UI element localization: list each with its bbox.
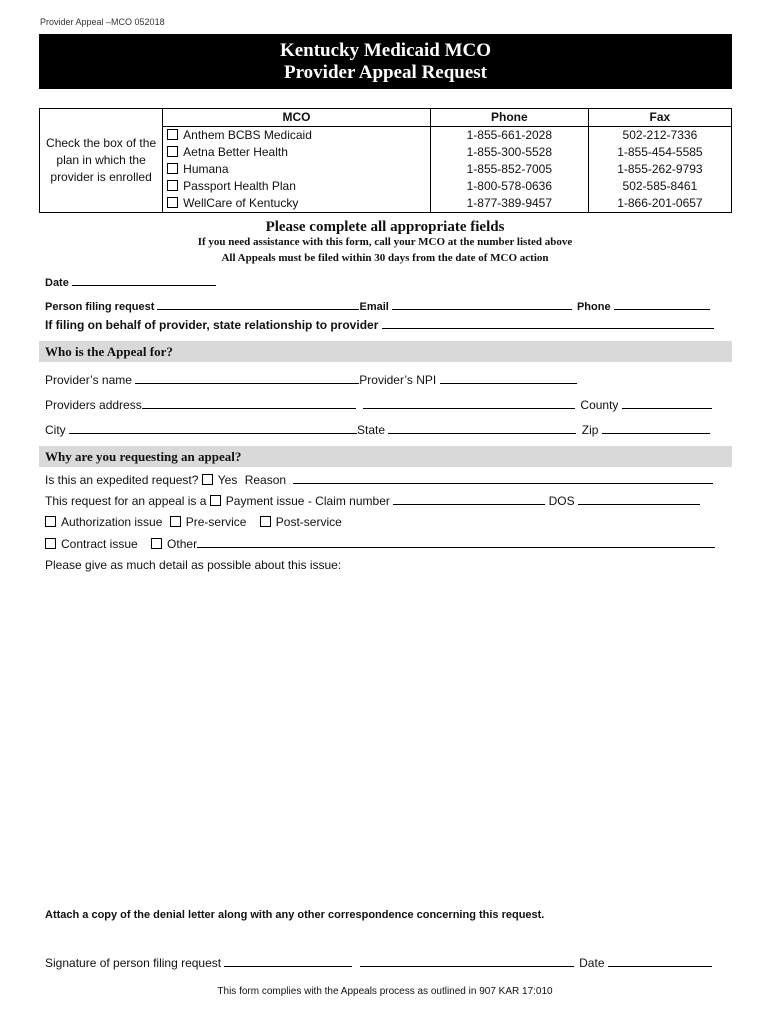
mco-name: Aetna Better Health — [183, 145, 288, 159]
relationship-input[interactable] — [382, 318, 714, 329]
mco-table — [39, 108, 732, 213]
person-filing-input[interactable] — [157, 299, 359, 310]
address-input-2[interactable] — [363, 398, 575, 409]
state-label: State — [357, 423, 386, 437]
mco-phone: 1-800-578-0636 — [430, 178, 588, 195]
pre-service-label: Pre-service — [185, 515, 247, 529]
on-behalf-row — [45, 318, 714, 332]
provider-address-row — [45, 398, 712, 412]
auth-row — [45, 515, 342, 529]
date-input[interactable] — [72, 275, 216, 286]
email-input[interactable] — [392, 299, 572, 310]
deadline-note: All Appeals must be filed within 30 days from the date of MCO action — [221, 252, 549, 264]
city-state-zip-row — [45, 423, 710, 437]
contract-issue-checkbox[interactable] — [45, 538, 56, 549]
detail-prompt: Please give as much detail as possible about this issue: — [45, 558, 342, 572]
contract-row — [45, 537, 715, 551]
provider-npi-label: Provider’s NPI — [359, 373, 437, 387]
provider-npi-input[interactable] — [440, 373, 577, 384]
mco-phone: 1-855-852-7005 — [430, 161, 588, 178]
fax-header: Fax — [588, 109, 731, 127]
anthem-checkbox[interactable] — [167, 129, 178, 140]
provider-name-row — [45, 373, 577, 387]
provider-name-label: Provider’s name — [45, 373, 132, 387]
reason-label: Reason — [244, 473, 287, 487]
person-filing-row — [45, 299, 710, 313]
provider-name-input[interactable] — [135, 373, 359, 384]
on-behalf-label: If filing on behalf of provider, state relationship to provider — [45, 318, 379, 332]
other-checkbox[interactable] — [151, 538, 162, 549]
mco-fax: 502-212-7336 — [588, 127, 731, 145]
claim-number-label: Claim number — [315, 494, 390, 508]
signature-label: Signature of person filing request — [45, 956, 222, 970]
request-type-row — [45, 494, 700, 508]
authorization-label: Authorization issue — [61, 515, 163, 529]
providers-address-label: Providers address — [45, 398, 142, 412]
expedited-row — [45, 473, 713, 487]
county-input[interactable] — [622, 398, 712, 409]
contract-issue-label: Contract issue — [61, 537, 138, 551]
expedited-label: Is this an expedited request? — [45, 473, 199, 487]
mco-fax: 502-585-8461 — [588, 178, 731, 195]
humana-checkbox[interactable] — [167, 163, 178, 174]
mco-name: Passport Health Plan — [183, 179, 296, 193]
check-plan-label: Check the box of the plan in which the provider is enrolled — [40, 109, 163, 213]
aetna-checkbox[interactable] — [167, 146, 178, 157]
city-label: City — [45, 423, 66, 437]
city-input[interactable] — [69, 423, 357, 434]
phone-input[interactable] — [614, 299, 710, 310]
mco-fax: 1-866-201-0657 — [588, 195, 731, 213]
email-label: Email — [359, 301, 389, 313]
payment-issue-label: Payment issue - — [225, 494, 312, 508]
mco-fax: 1-855-262-9793 — [588, 161, 731, 178]
mco-phone: 1-855-300-5528 — [430, 144, 588, 161]
signature-row — [45, 956, 712, 970]
other-input[interactable] — [197, 537, 715, 548]
address-input-1[interactable] — [142, 398, 356, 409]
yes-checkbox[interactable] — [202, 474, 213, 485]
mco-phone: 1-877-389-9457 — [430, 195, 588, 213]
authorization-checkbox[interactable] — [45, 516, 56, 527]
who-section-header: Who is the Appeal for? — [39, 341, 732, 362]
county-label: County — [580, 398, 619, 412]
other-label: Other — [167, 537, 198, 551]
post-service-label: Post-service — [275, 515, 342, 529]
claim-number-input[interactable] — [393, 494, 545, 505]
date-row — [45, 275, 216, 289]
phone-header: Phone — [430, 109, 588, 127]
yes-label: Yes — [217, 473, 238, 487]
reason-input[interactable] — [293, 473, 713, 484]
signature-date-input[interactable] — [608, 956, 712, 967]
dos-input[interactable] — [578, 494, 700, 505]
mco-phone: 1-855-661-2028 — [430, 127, 588, 145]
payment-issue-checkbox[interactable] — [210, 495, 221, 506]
phone-label: Phone — [576, 301, 611, 313]
why-section-header: Why are you requesting an appeal? — [39, 446, 732, 467]
passport-checkbox[interactable] — [167, 180, 178, 191]
signature-input[interactable] — [224, 956, 352, 967]
person-filing-label: Person filing request — [45, 301, 155, 313]
pre-service-checkbox[interactable] — [170, 516, 181, 527]
zip-label: Zip — [581, 423, 599, 437]
attach-note: Attach a copy of the denial letter along with any other correspondence concerning this request. — [45, 909, 545, 921]
mco-name: Anthem BCBS Medicaid — [183, 128, 312, 142]
title-line-1: Kentucky Medicaid MCO — [279, 40, 492, 61]
state-input[interactable] — [388, 423, 576, 434]
dos-label: DOS — [548, 494, 575, 508]
post-service-checkbox[interactable] — [260, 516, 271, 527]
complete-fields-heading: Please complete all appropriate fields — [265, 219, 505, 235]
mco-header: MCO — [163, 109, 431, 127]
request-is-label: This request for an appeal is a — [45, 494, 207, 508]
signature-date-label: Date — [579, 956, 605, 970]
form-title-banner — [39, 34, 732, 89]
mco-name: Humana — [183, 162, 229, 176]
title-line-2: Provider Appeal Request — [283, 62, 488, 83]
zip-input[interactable] — [602, 423, 710, 434]
assistance-note: If you need assistance with this form, call your MCO at the number listed above — [197, 236, 573, 248]
date-label: Date — [45, 277, 69, 289]
mco-name: WellCare of Kentucky — [183, 196, 299, 210]
form-version-note: Provider Appeal –MCO 052018 — [40, 17, 165, 27]
signature-name-input[interactable] — [360, 956, 574, 967]
mco-fax: 1-855-454-5585 — [588, 144, 731, 161]
wellcare-checkbox[interactable] — [167, 197, 178, 208]
detail-textarea[interactable] — [45, 575, 725, 895]
compliance-footer: This form complies with the Appeals process as outlined in 907 KAR 17:010 — [217, 986, 553, 997]
